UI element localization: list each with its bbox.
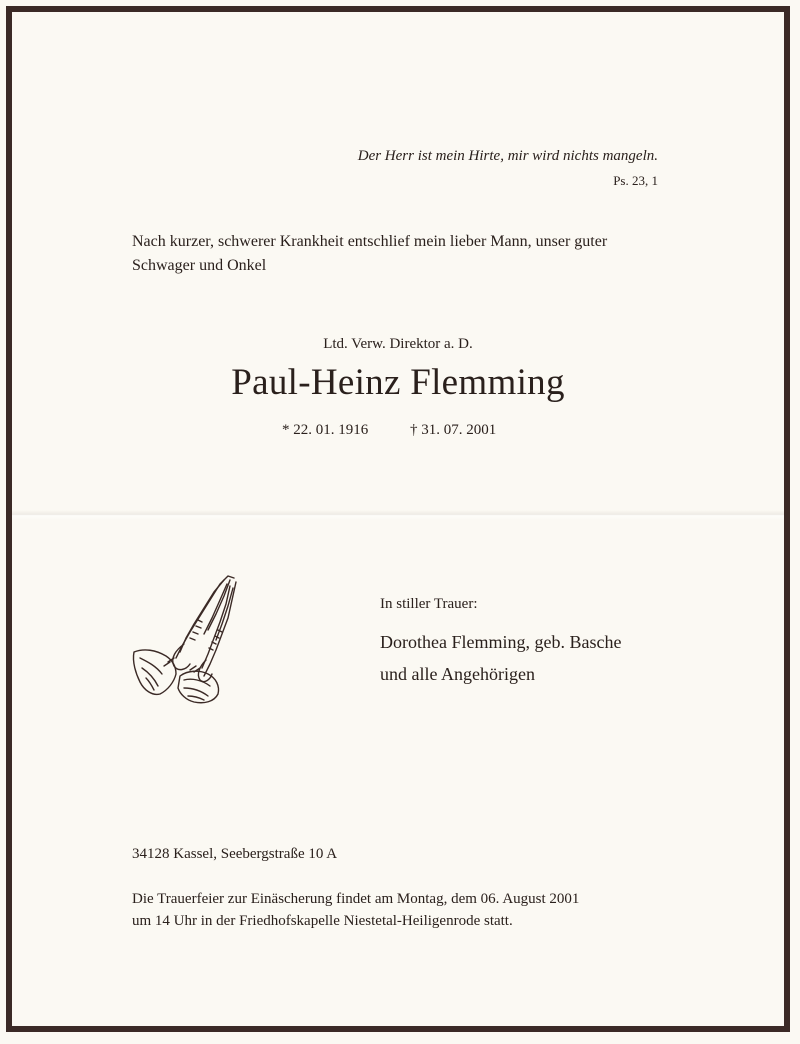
address: 34128 Kassel, Seebergstraße 10 A <box>132 846 338 862</box>
death-date: † 31. 07. 2001 <box>410 422 497 438</box>
praying-hands-icon <box>130 570 242 706</box>
service-notice <box>132 888 692 932</box>
birth-date: * 22. 01. 1916 <box>282 422 369 438</box>
mourners-label: In stiller Trauer: <box>380 596 478 612</box>
deceased-title: Ltd. Verw. Direktor a. D. <box>323 336 473 352</box>
announcement-line-1: Nach kurzer, schwerer Krankheit entschlief mein lieber Mann, unser guter <box>132 233 608 250</box>
paper-fold <box>12 510 784 520</box>
announcement-text <box>132 230 672 278</box>
mourner-spouse: Dorothea Flemming, geb. Basche <box>380 632 622 652</box>
service-line-1: Die Trauerfeier zur Einäscherung findet am Montag, dem 06. August 2001 <box>132 891 580 907</box>
announcement-line-2: Schwager und Onkel <box>132 257 267 274</box>
mourner-relatives: und alle Angehörigen <box>380 664 535 684</box>
psalm-quote: Der Herr ist mein Hirte, mir wird nichts mangeln. <box>357 148 658 164</box>
deceased-name: Paul-Heinz Flemming <box>231 362 565 403</box>
psalm-reference: Ps. 23, 1 <box>613 173 658 188</box>
service-line-2: um 14 Uhr in der Friedhofskapelle Niestetal-Heiligenrode statt. <box>132 913 513 929</box>
